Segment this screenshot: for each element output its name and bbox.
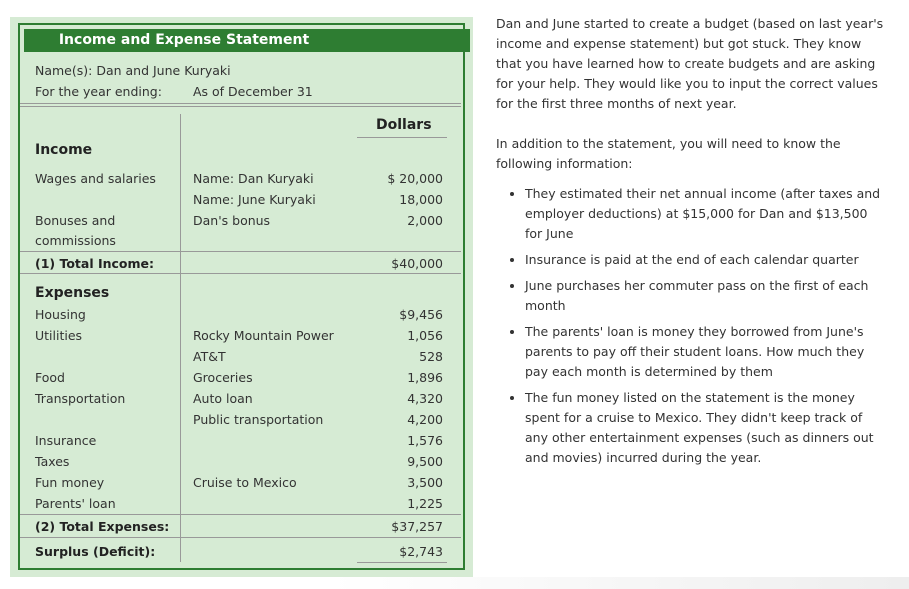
expense-amount: 528 xyxy=(419,349,443,364)
lead-paragraph: In addition to the statement, you will need to know the following information: xyxy=(496,136,841,171)
expense-amount: $9,456 xyxy=(399,307,443,322)
expense-category: Taxes xyxy=(35,454,70,469)
income-amount: 2,000 xyxy=(407,213,443,228)
bottom-shadow xyxy=(330,577,909,589)
dollars-header: Dollars xyxy=(376,117,432,133)
income-detail: Name: June Kuryaki xyxy=(193,192,316,207)
income-category: Wages and salaries xyxy=(35,171,156,186)
expense-category: Utilities xyxy=(35,328,83,343)
intro-paragraph: Dan and June started to create a budget (based on last year's income and expense statement) but got stuck. They know that you have learned how to create budgets and are asking for your help. They would like you to input the correct values for the first three months of next year. xyxy=(496,16,884,111)
year-label: For the year ending: xyxy=(35,84,162,99)
instructions-panel xyxy=(496,14,886,474)
expense-category: Food xyxy=(35,370,65,385)
divider xyxy=(20,106,461,107)
surplus-underline xyxy=(357,562,447,563)
income-heading: Income xyxy=(35,142,93,158)
expense-category: Insurance xyxy=(35,433,97,448)
expense-category: Housing xyxy=(35,307,86,322)
total-income-value: $40,000 xyxy=(391,256,443,271)
total-expenses-value: $37,257 xyxy=(391,519,443,534)
statement-title-bar xyxy=(24,29,470,52)
list-item: • June purchases her commuter pass on the first of each month xyxy=(525,276,886,316)
expense-detail: Groceries xyxy=(193,370,253,385)
year-value: As of December 31 xyxy=(193,84,313,99)
expense-amount: 1,056 xyxy=(407,328,443,343)
income-detail: Dan's bonus xyxy=(193,213,271,228)
expense-category: Fun money xyxy=(35,475,105,490)
expenses-heading: Expenses xyxy=(35,285,110,301)
divider xyxy=(20,537,461,538)
expense-amount: 9,500 xyxy=(407,454,443,469)
surplus-label: Surplus (Deficit): xyxy=(35,544,156,559)
divider xyxy=(20,251,461,252)
names-label: Name(s): Dan and June Kuryaki xyxy=(35,63,231,78)
column-divider xyxy=(180,114,181,562)
list-item: • The fun money listed on the statement is the money spent for a cruise to Mexico. They didn't keep track of any other entertainment expenses (such as dinners out and movies) incurred during the year. xyxy=(525,388,886,468)
income-expense-statement xyxy=(10,17,473,577)
expense-amount: 3,500 xyxy=(407,475,443,490)
total-income-label: (1) Total Income: xyxy=(35,256,155,271)
statement-title: Income and Expense Statement xyxy=(58,32,310,48)
income-category: Bonuses and xyxy=(35,213,116,228)
income-detail: Name: Dan Kuryaki xyxy=(193,171,314,186)
expense-detail: Cruise to Mexico xyxy=(193,475,297,490)
total-expenses-label: (2) Total Expenses: xyxy=(35,519,170,534)
list-item: • The parents' loan is money they borrowed from June's parents to pay off their student loans. How much they pay each month is determined by them xyxy=(525,322,886,382)
surplus-value: $2,743 xyxy=(399,544,443,559)
divider xyxy=(20,273,461,274)
expense-amount: 4,200 xyxy=(407,412,443,427)
divider xyxy=(20,514,461,515)
list-item: • Insurance is paid at the end of each calendar quarter xyxy=(525,250,886,270)
header-underline xyxy=(357,137,447,138)
expense-amount: 4,320 xyxy=(407,391,443,406)
list-item: • They estimated their net annual income (after taxes and employer deductions) at $15,000 for Dan and $13,500 for June xyxy=(525,184,886,244)
expense-category: Transportation xyxy=(35,391,126,406)
expense-detail: Public transportation xyxy=(193,412,324,427)
expense-detail: Auto loan xyxy=(193,391,253,406)
income-amount: $ 20,000 xyxy=(387,171,443,186)
expense-amount: 1,225 xyxy=(407,496,443,511)
divider xyxy=(20,103,461,104)
income-category: commissions xyxy=(35,233,116,248)
expense-detail: Rocky Mountain Power xyxy=(193,328,334,343)
expense-amount: 1,576 xyxy=(407,433,443,448)
income-amount: 18,000 xyxy=(399,192,443,207)
expense-category: Parents' loan xyxy=(35,496,116,511)
expense-amount: 1,896 xyxy=(407,370,443,385)
info-list xyxy=(496,184,886,468)
expense-detail: AT&T xyxy=(193,349,226,364)
